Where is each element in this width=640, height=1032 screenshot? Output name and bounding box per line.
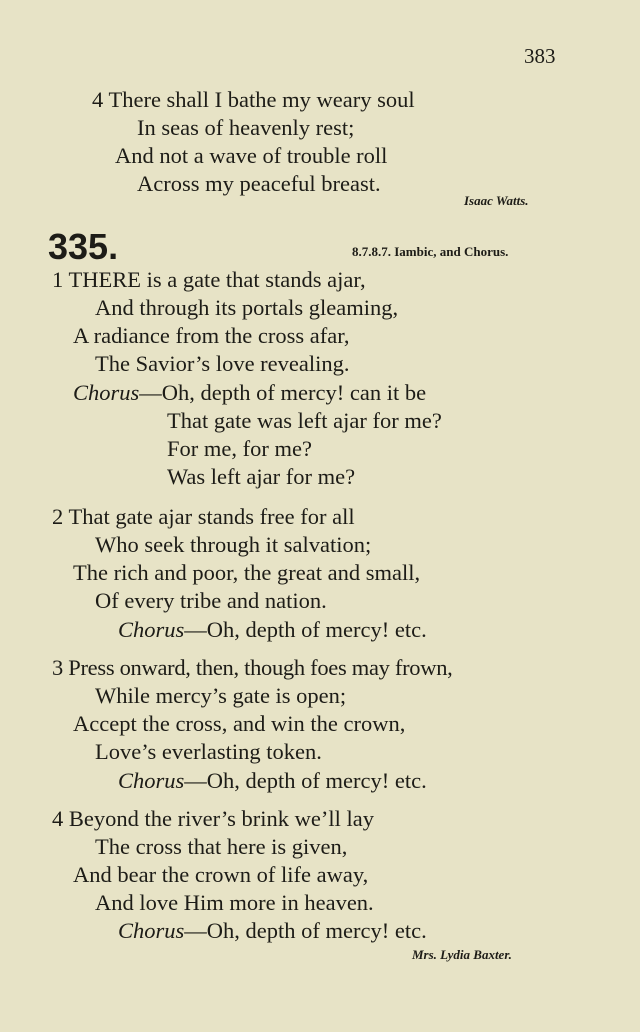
chorus-label: Chorus — [73, 380, 140, 405]
stanza4-chorus-label: Chorus — [118, 918, 185, 943]
stanza1-line1: 1 THERE is a gate that stands ajar, — [52, 267, 366, 292]
stanza3-chorus-ref-text: —Oh, depth of mercy! etc. — [184, 768, 427, 793]
chorus-line1-text: —Oh, depth of mercy! can it be — [139, 380, 427, 405]
stanza3-line2: While mercy’s gate is open; — [95, 683, 347, 708]
stanza4-line3: And bear the crown of life away, — [73, 862, 369, 887]
prev-stanza4-line4: Across my peaceful breast. — [137, 171, 381, 196]
stanza3-line4: Love’s everlasting token. — [95, 739, 322, 764]
page-number: 383 — [524, 44, 556, 68]
prev-hymn-author: Isaac Watts. — [464, 193, 529, 208]
stanza3-chorus-ref — [118, 767, 427, 795]
stanza4-chorus-ref — [118, 917, 427, 945]
chorus-line1 — [73, 379, 426, 407]
prev-stanza4-line1: 4 There shall I bathe my weary soul — [92, 87, 415, 112]
stanza2-line3: The rich and poor, the great and small, — [73, 560, 421, 585]
hymn-author: Mrs. Lydia Baxter. — [412, 947, 512, 962]
stanza1-line3: A radiance from the cross afar, — [73, 323, 350, 348]
stanza4-chorus-ref-text: —Oh, depth of mercy! etc. — [184, 918, 427, 943]
stanza2-line2: Who seek through it salvation; — [95, 532, 372, 557]
stanza2-chorus-ref — [118, 616, 427, 644]
prev-stanza4-line3: And not a wave of trouble roll — [115, 143, 388, 168]
stanza2-line1: 2 That gate ajar stands free for all — [52, 504, 355, 529]
stanza4-line4: And love Him more in heaven. — [95, 890, 374, 915]
stanza3-chorus-label: Chorus — [118, 768, 185, 793]
chorus-line3: For me, for me? — [167, 436, 312, 461]
stanza3-line3: Accept the cross, and win the crown, — [73, 711, 406, 736]
chorus-line4: Was left ajar for me? — [167, 464, 356, 489]
hymn-number: 335. — [48, 226, 119, 267]
chorus-line2: That gate was left ajar for me? — [167, 408, 442, 433]
stanza4-line2: The cross that here is given, — [95, 834, 348, 859]
stanza3-line1: 3 Press onward, then, though foes may frown, — [52, 655, 453, 680]
stanza2-line4: Of every tribe and nation. — [95, 588, 327, 613]
stanza2-chorus-ref-text: —Oh, depth of mercy! etc. — [184, 617, 427, 642]
stanza2-chorus-label: Chorus — [118, 617, 185, 642]
stanza1-line2: And through its portals gleaming, — [95, 295, 399, 320]
hymn-meter: 8.7.8.7. Iambic, and Chorus. — [352, 244, 509, 259]
prev-stanza4-line2: In seas of heavenly rest; — [137, 115, 355, 140]
stanza1-line4: The Savior’s love revealing. — [95, 351, 350, 376]
stanza4-line1: 4 Beyond the river’s brink we’ll lay — [52, 806, 375, 831]
